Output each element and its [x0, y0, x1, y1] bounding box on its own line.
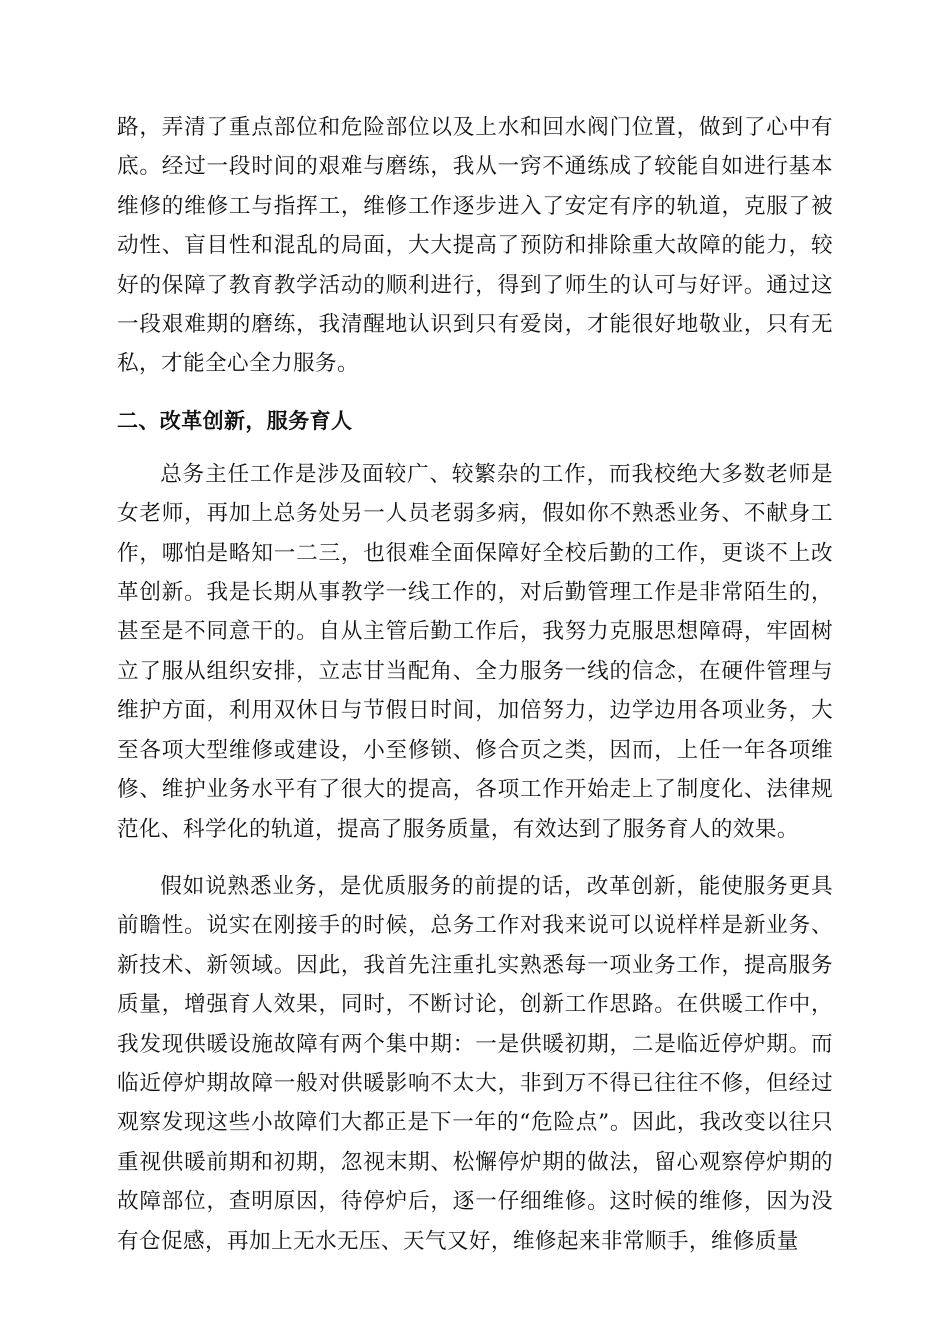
- document-body: [117, 108, 833, 1261]
- paragraph-spacer: [117, 849, 833, 867]
- paragraph-3: 假如说熟悉业务，是优质服务的前提的话，改革创新，能使服务更具前瞻性。说实在刚接手的时候，总务工作对我来说可以说样样是新业务、新技术、新领域。因此，我首先注重扎实熟悉每一项业务工作，提高服务质量，增强育人效果，同时，不断讨论，创新工作思路。在供暖工作中，我发现供暖设施故障有两个集中期：一是供暖初期，二是临近停炉期。而临近停炉期故障一般对供暖影响不太大，非到万不得已往往不修，但经过观察发现这些小故障们大都正是下一年的“危险点”。因此，我改变以往只重视供暖前期和初期，忽视末期、松懈停炉期的做法，留心观察停炉期的故障部位，查明原因，待停炉后，逐一仔细维修。这时候的维修，因为没有仓促感，再加上无水无压、天气又好，维修起来非常顺手，维修质量: [117, 873, 833, 1254]
- paragraph-2: 总务主任工作是涉及面较广、较繁杂的工作，而我校绝大多数老师是女老师，再加上总务处另一人员老弱多病，假如你不熟悉业务、不献身工作，哪怕是略知一二三，也很难全面保障好全校后勤的工作，更谈不上改革创新。我是长期从事教学一线工作的，对后勤管理工作是非常陌生的，甚至是不同意干的。自从主管后勤工作后，我努力克服思想障碍，牢固树立了服从组织安排，立志甘当配角、全力服务一线的信念，在硬件管理与维护方面，利用双休日与节假日时间，加倍努力，边学边用各项业务，大至各项大型维修或建设，小至修锁、修合页之类，因而，上任一年各项维修、维护业务水平有了很大的提高，各项工作开始走上了制度化、法律规范化、科学化的轨道，提高了服务质量，有效达到了服务育人的效果。: [117, 461, 833, 842]
- paragraph-1: 路，弄清了重点部位和危险部位以及上水和回水阀门位置，做到了心中有底。经过一段时间的艰难与磨练，我从一窍不通练成了较能自如进行基本维修的维修工与指挥工，维修工作逐步进入了安定有序的轨道，克服了被动性、盲目性和混乱的局面，大大提高了预防和排除重大故障的能力，较好的保障了教育教学活动的顺利进行，得到了师生的认可与好评。通过这一段艰难期的磨练，我清醒地认识到只有爱岗，才能很好地敬业，只有无私，才能全心全力服务。: [117, 115, 833, 377]
- section-heading-2: 二、改革创新，服务育人: [117, 408, 353, 433]
